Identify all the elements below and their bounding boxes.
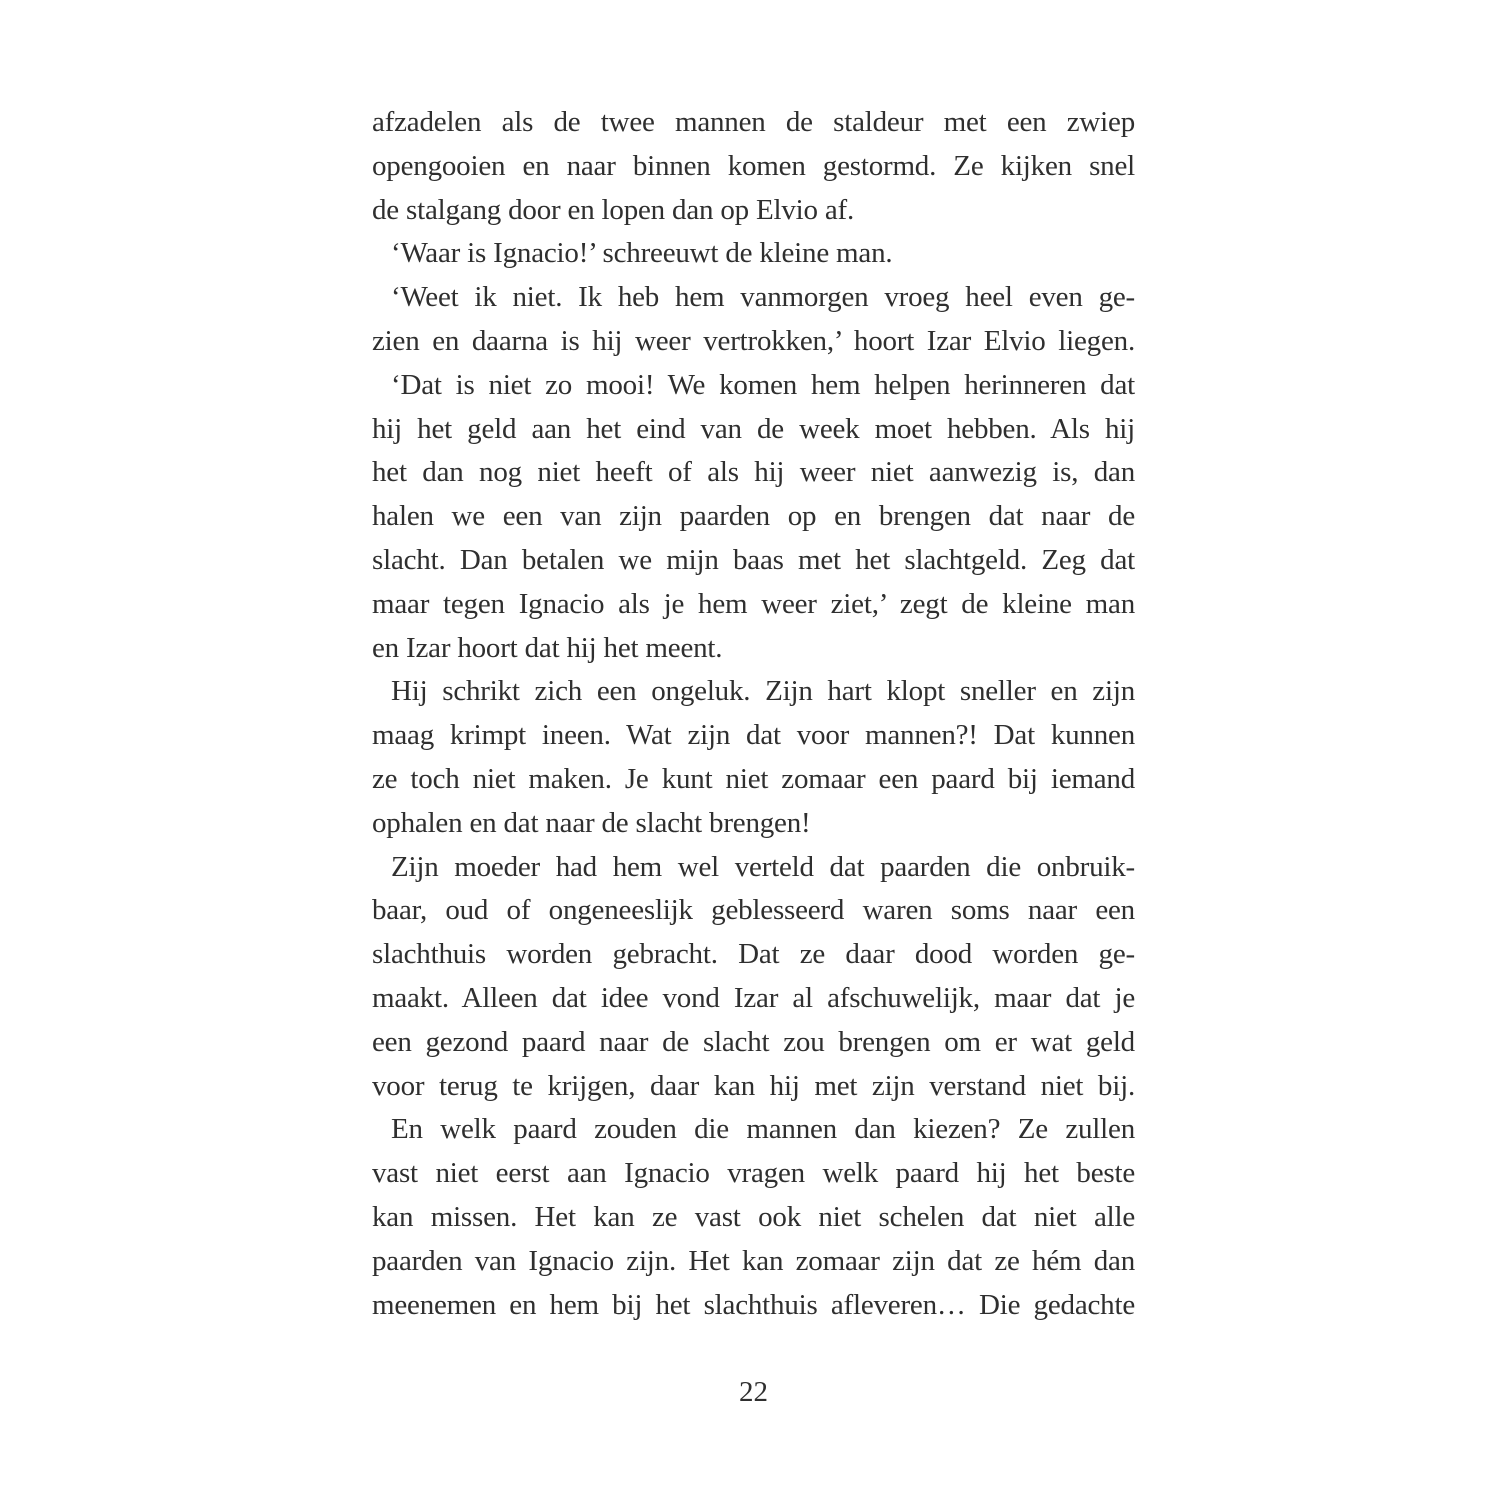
page-text-block [372,101,1135,1327]
text-line: het dan nog niet heeft of als hij weer niet aanwezig is, dan [372,456,1135,489]
page-number: 22 [739,1376,768,1408]
text-line: paarden van Ignacio zijn. Het kan zomaar zijn dat ze hém dan [372,1244,1135,1277]
text-line: ‘Weet ik niet. Ik heb hem vanmorgen vroeg heel even ge- [391,281,1135,314]
text-line: halen we een van zijn paarden op en brengen dat naar de [372,500,1135,533]
text-line: hij het geld aan het eind van de week moet hebben. Als hij [372,412,1135,445]
text-line: slachthuis worden gebracht. Dat ze daar dood worden ge- [372,938,1135,971]
text-line: kan missen. Het kan ze vast ook niet schelen dat niet alle [372,1200,1135,1233]
text-line: zien en daarna is hij weer vertrokken,’ hoort Izar Elvio liegen. [372,324,1135,357]
text-line: meenemen en hem bij het slachthuis afleveren… Die gedachte [372,1288,1135,1321]
text-line: vast niet eerst aan Ignacio vragen welk paard hij het beste [372,1157,1135,1190]
text-line: en Izar hoort dat hij het meent. [372,631,723,664]
text-line: afzadelen als de twee mannen de staldeur met een zwiep [372,106,1135,138]
text-line: een gezond paard naar de slacht zou brengen om er wat geld [372,1025,1135,1058]
text-line: ze toch niet maken. Je kunt niet zomaar een paard bij iemand [372,762,1135,795]
text-line: baar, oud of ongeneeslijk geblesseerd waren soms naar een [372,894,1135,927]
text-line: ‘Waar is Ignacio!’ schreeuwt de kleine man. [391,237,893,270]
text-line: En welk paard zouden die mannen dan kiezen? Ze zullen [391,1113,1135,1146]
text-line: voor terug te krijgen, daar kan hij met zijn verstand niet bij. [372,1069,1135,1102]
text-line: de stalgang door en lopen dan op Elvio af. [372,193,855,226]
text-line: Hij schrikt zich een ongeluk. Zijn hart klopt sneller en zijn [391,675,1135,708]
text-line: slacht. Dan betalen we mijn baas met het slachtgeld. Zeg dat [372,543,1135,576]
text-line: maag krimpt ineen. Wat zijn dat voor mannen?! Dat kunnen [372,719,1135,752]
text-line: Zijn moeder had hem wel verteld dat paarden die onbruik- [391,850,1135,883]
text-line: ‘Dat is niet zo mooi! We komen hem helpen herinneren dat [391,368,1135,401]
text-line: maakt. Alleen dat idee vond Izar al afschuwelijk, maar dat je [372,981,1135,1014]
text-line: opengooien en naar binnen komen gestormd. Ze kijken snel [372,149,1135,182]
text-line: maar tegen Ignacio als je hem weer ziet,’ zegt de kleine man [372,587,1135,620]
text-line: ophalen en dat naar de slacht brengen! [372,806,811,839]
